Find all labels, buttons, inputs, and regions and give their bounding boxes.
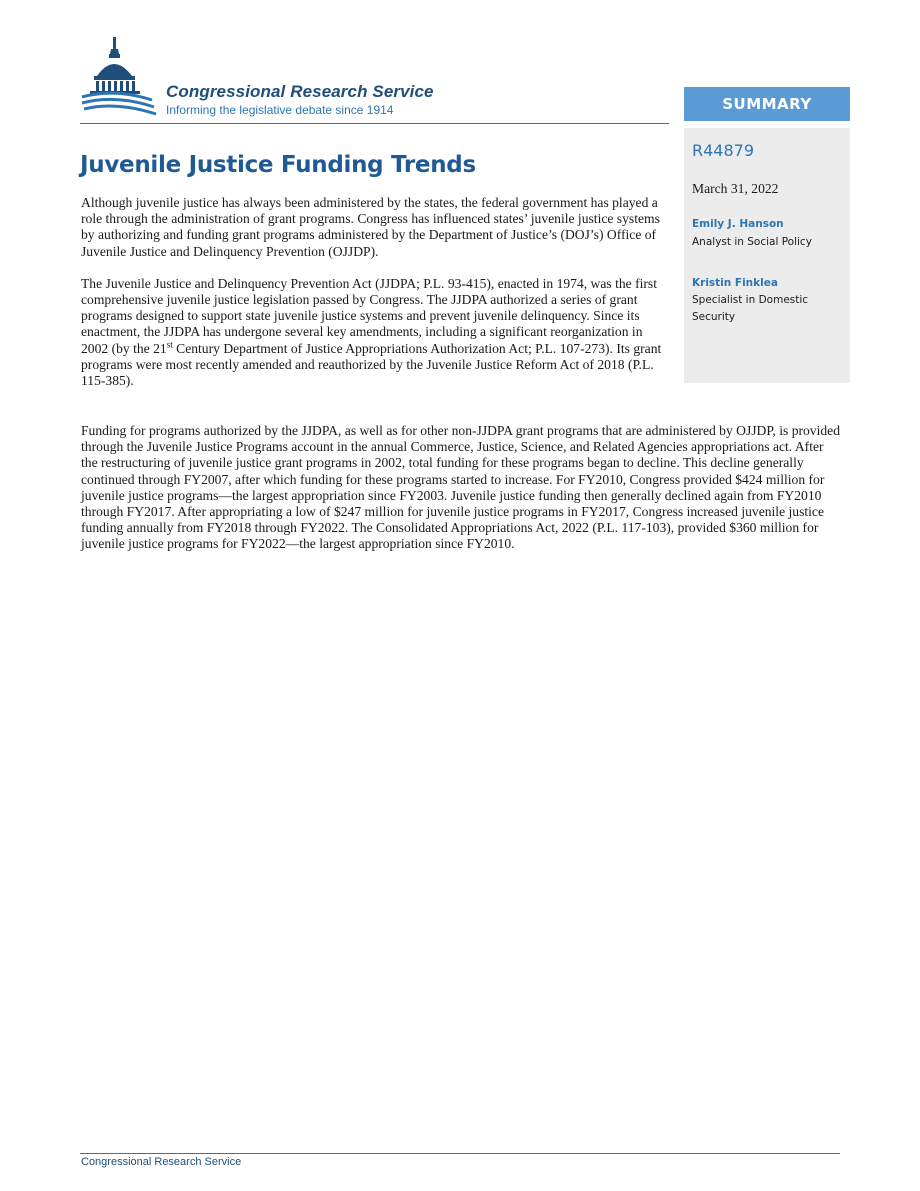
ordinal-superscript: st <box>166 339 173 350</box>
paragraph-2 <box>81 276 673 389</box>
summary-body-wide <box>81 423 841 553</box>
header-divider <box>80 123 669 124</box>
paragraph-3: Funding for programs authorized by the JJDPA, as well as for other non-JJDPA grant programs that are administered by OJJDP, is provided through the Juvenile Justice Programs account in the annual Commerce, Justice, Science, and Related Agencies appropriations act. After the restructuring of juvenile justice grant programs in 2002, total funding for these programs began to decline. This decline generally continued through FY2007, after which funding for these programs started to increase. For FY2010, Congress provided $424 million for juvenile justice programs—the largest appropriation since FY2003. Juvenile justice funding then generally declined again from FY2010 through FY2017. After appropriating a low of $247 million for juvenile justice programs in FY2017, Congress increased juvenile justice funding annually from FY2018 through FY2022. The Consolidated Appropriations Act, 2022 (P.L. 117-103), provided $360 million for juvenile justice programs for FY2022—the largest appropriation since FY2010. <box>81 423 841 552</box>
crs-logo <box>80 34 480 124</box>
footer-org-name: Congressional Research Service <box>81 1156 242 1168</box>
report-number: R44879 <box>692 141 755 160</box>
document-title: Juvenile Justice Funding Trends <box>80 152 476 178</box>
author-name: Kristin Finklea <box>692 277 778 289</box>
author-name: Emily J. Hanson <box>692 218 784 230</box>
summary-sidebar <box>684 128 850 383</box>
org-name: Congressional Research Service <box>166 82 434 101</box>
paragraph-2-part-b: Century Department of Justice Appropriations Authorization Act; P.L. 107-273). Its grant programs were most recently amended and reauthorized by the Juvenile Justice Reform Act of 2018 (P.L. 115-385). <box>81 340 662 389</box>
summary-heading: SUMMARY <box>684 87 850 121</box>
org-tagline: Informing the legislative debate since 1914 <box>166 103 394 117</box>
author-role: Analyst in Social Policy <box>692 236 812 248</box>
author-role: Specialist in Domestic Security <box>692 294 809 323</box>
report-date: March 31, 2022 <box>692 181 779 196</box>
capitol-dome-icon <box>80 34 160 124</box>
paragraph-2-part-a: The Juvenile Justice and Delinquency Prevention Act (JJDPA; P.L. 93-415), enacted in 1974, was the first comprehensive juvenile justice legislation passed by Congress. The JJDPA authorized a series of grant programs designed to support state juvenile justice systems and prevent juvenile delinquency. Since its enactment, the JJDPA has undergone several key amendments, including a significant reorganization in 2002 (by the 21 <box>81 275 657 356</box>
footer-divider <box>80 1153 840 1154</box>
summary-body-narrow <box>81 195 673 405</box>
paragraph-1: Although juvenile justice has always been administered by the states, the federal government has played a role through the administration of grant programs. Congress has influenced states’ juvenile justice systems by authorizing and funding grant programs administered by the Department of Justice’s (DOJ’s) Office of Juvenile Justice and Delinquency Prevention (OJJDP). <box>81 195 660 259</box>
